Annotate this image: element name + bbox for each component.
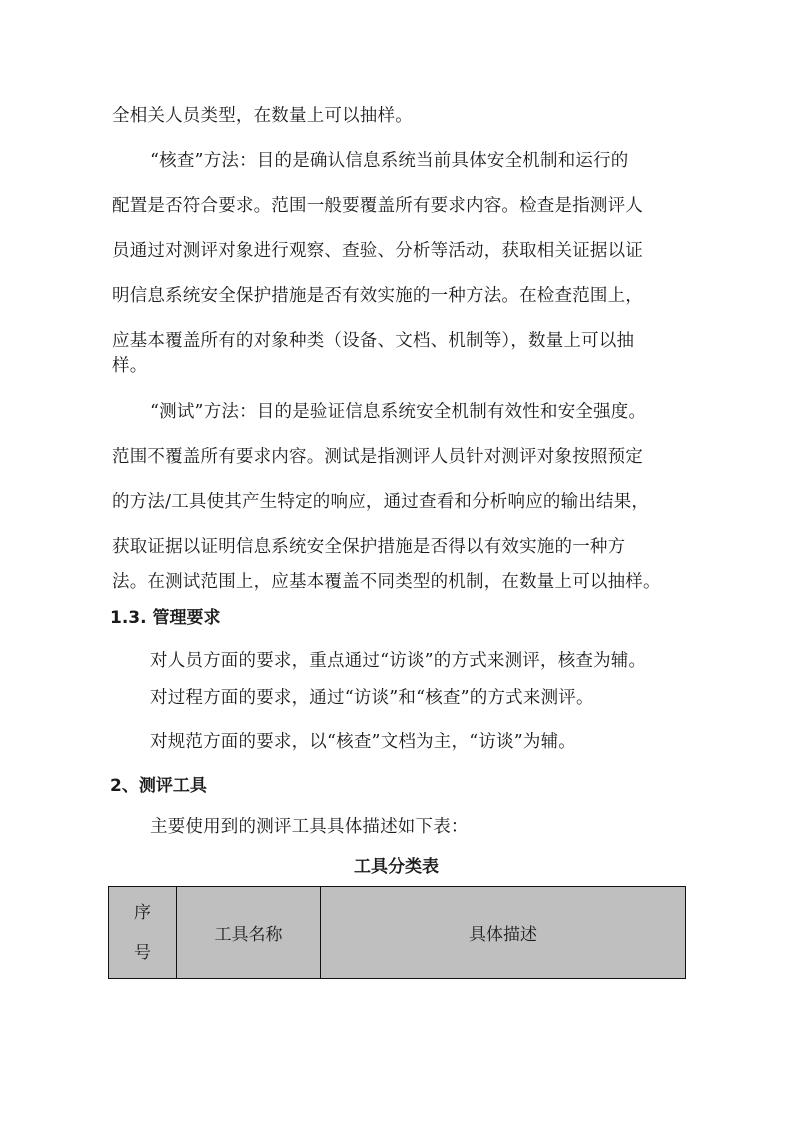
section-heading-2: 2、测评工具 [110,776,207,796]
requirement-item: 对规范方面的要求，以“核查”文档为主，“访谈”为辅。 [150,732,576,752]
paragraph-line: 应基本覆盖所有的对象种类（设备、文档、机制等），数量上可以抽 [112,331,635,351]
column-header-seq-line-1: 序 [134,902,151,923]
paragraph-line: 法。在测试范围上，应基本覆盖不同类型的机制，在数量上可以抽样。 [112,572,661,592]
section-heading-1-3: 1.3. 管理要求 [110,608,221,628]
paragraph-line: “核查”方法：目的是确认信息系统当前具体安全机制和运行的 [150,151,629,171]
paragraph-line: 全相关人员类型，在数量上可以抽样。 [112,106,413,126]
paragraph-line: 样。 [112,356,148,376]
column-header-seq [109,887,177,979]
requirement-item: 对过程方面的要求，通过“访谈”和“核查”的方式来测评。 [150,688,594,708]
tool-classification-table [108,886,686,979]
column-header-description: 具体描述 [321,887,686,979]
intro-text: 主要使用到的测评工具具体描述如下表： [150,817,469,837]
paragraph-line: 获取证据以证明信息系统安全保护措施是否得以有效实施的一种方 [112,537,626,557]
paragraph-line: 员通过对测评对象进行观察、查验、分析等活动，获取相关证据以证 [112,241,643,261]
paragraph-line: “测试”方法：目的是验证信息系统安全机制有效性和安全强度。 [150,402,647,422]
column-header-tool-name: 工具名称 [177,887,321,979]
paragraph-line: 明信息系统安全保护措施是否有效实施的一种方法。在检查范围上， [112,286,643,306]
table-header-row [109,887,686,979]
table-caption: 工具分类表 [354,857,439,877]
paragraph-line: 的方法/工具使其产生特定的响应，通过查看和分析响应的输出结果， [112,492,650,512]
requirement-item: 对人员方面的要求，重点通过“访谈”的方式来测评，核查为辅。 [150,651,647,671]
paragraph-line: 范围不覆盖所有要求内容。测试是指测评人员针对测评对象按照预定 [112,447,643,467]
column-header-seq-line-2: 号 [134,942,151,963]
paragraph-line: 配置是否符合要求。范围一般要覆盖所有要求内容。检查是指测评人 [112,196,643,216]
